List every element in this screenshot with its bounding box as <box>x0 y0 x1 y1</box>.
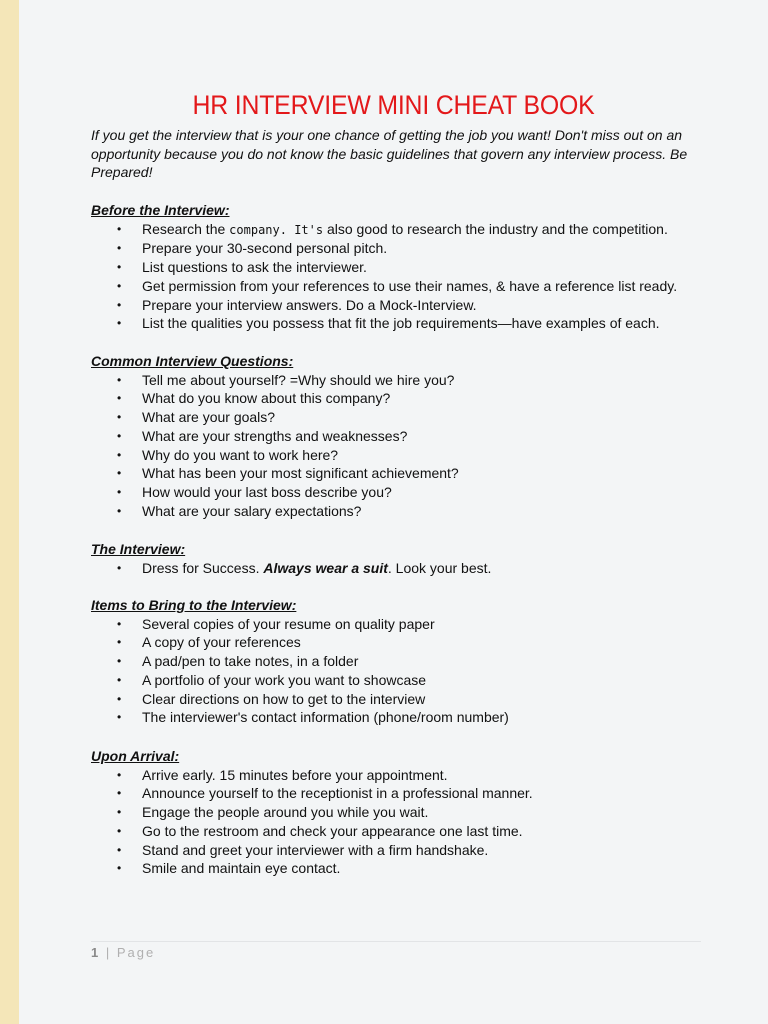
section-before-interview <box>91 201 731 333</box>
intro-paragraph: If you get the interview that is your one chance of getting the job you want! Don't miss out on an opportunity because you do not know the basic guidelines that govern any interview process. Be Prepared! <box>91 127 688 180</box>
bullet-icon: • <box>117 616 122 631</box>
section-items-to-bring <box>91 596 731 727</box>
bullet-list <box>91 371 731 521</box>
bullet-icon: • <box>117 372 122 387</box>
bullet-icon: • <box>117 823 122 838</box>
bullet-icon: • <box>117 861 122 876</box>
bullet-icon: • <box>117 805 122 820</box>
list-item: • Stand and greet your interviewer with a firm handshake. <box>117 841 489 858</box>
bullet-icon: • <box>117 560 122 575</box>
list-item: • Prepare your interview answers. Do a Mock-Interview. <box>117 296 477 313</box>
list-item: • Smile and maintain eye contact. <box>117 860 341 877</box>
list-item: • What do you know about this company? <box>117 390 391 407</box>
bullet-list <box>91 766 731 879</box>
bullet-icon: • <box>117 767 122 782</box>
bullet-icon: • <box>117 241 122 256</box>
list-item: • Tell me about yourself? =Why should we hire you? <box>117 371 455 388</box>
list-item: • What has been your most significant achievement? <box>117 465 459 482</box>
page-footer <box>91 945 155 960</box>
bullet-icon: • <box>117 654 122 669</box>
section-the-interview <box>91 540 731 577</box>
section-common-questions <box>91 352 731 521</box>
document-page <box>19 0 768 1024</box>
list-item: • Go to the restroom and check your appearance one last time. <box>117 822 523 839</box>
bullet-icon: • <box>117 410 122 425</box>
bullet-icon: • <box>117 391 122 406</box>
list-item: • Prepare your 30-second personal pitch. <box>117 240 388 257</box>
section-heading: The Interview: <box>91 541 186 557</box>
bullet-icon: • <box>117 428 122 443</box>
bullet-icon: • <box>117 786 122 801</box>
section-upon-arrival <box>91 747 731 878</box>
bullet-icon: • <box>117 485 122 500</box>
list-item: • A copy of your references <box>117 634 301 651</box>
bullet-icon: • <box>117 278 122 293</box>
bullet-icon: • <box>117 691 122 706</box>
list-item: • Research the company. It's also good to research the industry and the competition. <box>117 220 668 237</box>
list-item: • How would your last boss describe you? <box>117 484 392 501</box>
page-title: HR INTERVIEW MINI CHEAT BOOK <box>192 90 595 120</box>
list-item: • Arrive early. 15 minutes before your appointment. <box>117 766 448 783</box>
list-item: • What are your goals? <box>117 409 276 426</box>
footer-separator: | <box>100 945 117 960</box>
bullet-icon: • <box>117 260 122 275</box>
bullet-list <box>91 220 731 334</box>
bullet-icon: • <box>117 447 122 462</box>
list-item: • Get permission from your references to use their names, & have a reference list ready. <box>117 277 678 294</box>
list-item: • List questions to ask the interviewer. <box>117 259 367 276</box>
bullet-list <box>91 559 731 578</box>
list-item: • What are your strengths and weaknesses? <box>117 427 408 444</box>
page-number: 1 <box>91 945 101 960</box>
list-item: • Dress for Success. Always wear a suit. Look your best. <box>117 559 492 576</box>
bullet-icon: • <box>117 221 122 236</box>
footer-divider <box>91 941 701 942</box>
section-heading: Common Interview Questions: <box>91 353 294 369</box>
bullet-icon: • <box>117 710 122 725</box>
section-heading: Before the Interview: <box>91 202 230 218</box>
bullet-icon: • <box>117 504 122 519</box>
list-item: • Why do you want to work here? <box>117 446 339 463</box>
bullet-icon: • <box>117 672 122 687</box>
list-item: • Engage the people around you while you wait. <box>117 804 429 821</box>
list-item: • The interviewer's contact information (phone/room number) <box>117 709 509 726</box>
list-item: • Several copies of your resume on quality paper <box>117 615 435 632</box>
list-item: • A portfolio of your work you want to showcase <box>117 671 427 688</box>
page-label: Page <box>116 945 156 960</box>
bullet-list <box>91 615 731 728</box>
section-heading: Upon Arrival: <box>91 748 180 764</box>
bullet-icon: • <box>117 316 122 331</box>
bullet-icon: • <box>117 297 122 312</box>
bullet-icon: • <box>117 842 122 857</box>
bullet-icon: • <box>117 635 122 650</box>
list-item: • Clear directions on how to get to the interview <box>117 690 426 707</box>
list-item: • List the qualities you possess that fit the job requirements—have examples of each. <box>117 315 660 332</box>
left-margin-strip <box>0 0 19 1024</box>
list-item: • Announce yourself to the receptionist in a professional manner. <box>117 785 533 802</box>
section-heading: Items to Bring to the Interview: <box>91 597 297 613</box>
bullet-icon: • <box>117 466 122 481</box>
list-item: • What are your salary expectations? <box>117 503 362 520</box>
list-item: • A pad/pen to take notes, in a folder <box>117 653 359 670</box>
